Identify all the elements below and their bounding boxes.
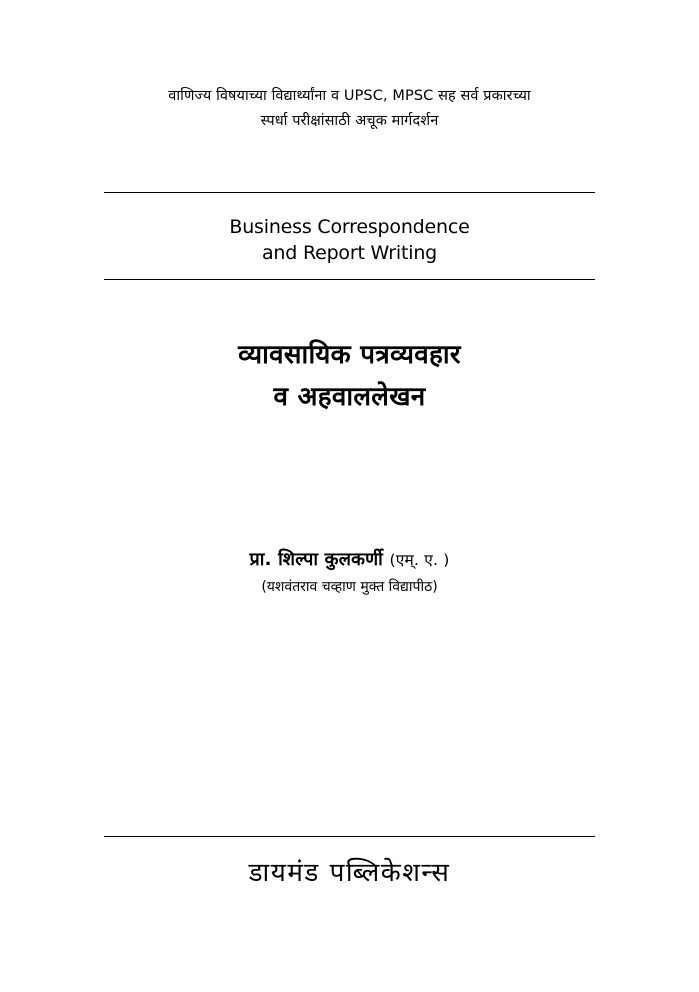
english-title bbox=[104, 214, 595, 266]
tagline-block bbox=[104, 84, 595, 135]
author-degree: (एम्. ए. ) bbox=[389, 551, 450, 569]
marathi-title-line-2: व अहवाललेखन bbox=[273, 381, 426, 412]
divider-top bbox=[104, 192, 595, 193]
divider-middle bbox=[104, 279, 595, 280]
tagline-line-1: वाणिज्य विषयाच्या विद्यार्थ्यांना व UPSC, MPSC सह सर्व प्रकारच्या bbox=[168, 88, 531, 104]
english-title-line-1: Business Correspondence bbox=[229, 216, 470, 238]
author-name-line bbox=[104, 546, 595, 573]
marathi-title bbox=[104, 335, 595, 418]
english-title-line-2: and Report Writing bbox=[261, 242, 438, 265]
tagline-line-2: स्पर्धा परीक्षांसाठी अचूक मार्गदर्शन bbox=[260, 113, 439, 130]
author-name: प्रा. शिल्पा कुलकर्णी bbox=[249, 549, 384, 570]
divider-bottom bbox=[104, 836, 595, 837]
marathi-title-line-1: व्यावसायिक पत्रव्यवहार bbox=[238, 340, 461, 370]
author-block bbox=[104, 546, 595, 598]
author-affiliation: (यशवंतराव चव्हाण मुक्त विद्यापीठ) bbox=[261, 579, 438, 595]
publisher-name: डायमंड पब्लिकेशन्स bbox=[248, 858, 451, 888]
